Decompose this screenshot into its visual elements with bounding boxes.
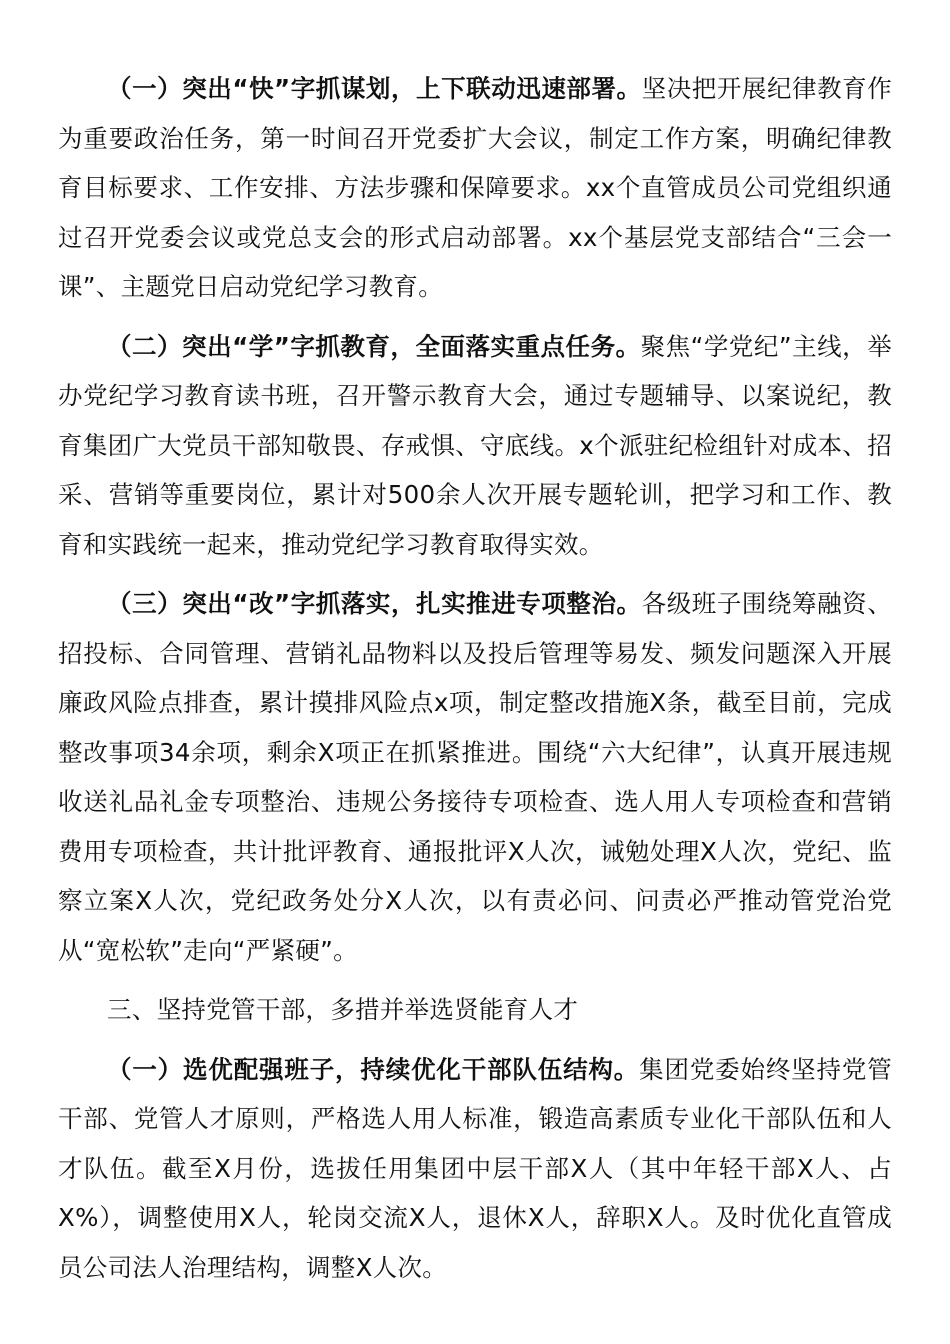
paragraph-4-body: 集团党委始终坚持党管干部、党管人才原则，严格选人用人标准，锻造高素质专业化干部队伍和人才队伍。截至X月份，选拔任用集团中层干部X人（其中年轻干部X人、占X%），调整使用X人，轮岗交流X人，退休X人，辞职X人。及时优化直管成员公司法人治理结构，调整X人次。: [58, 1054, 892, 1282]
section-heading-3: 三、坚持党管干部，多措并举选贤能育人才: [107, 995, 579, 1024]
paragraph-1-body: 坚决把开展纪律教育作为重要政治任务，第一时间召开党委扩大会议，制定工作方案，明确纪律教育目标要求、工作安排、方法步骤和保障要求。xx个直管成员公司党组织通过召开党委会议或党总支会的形式启动部署。xx个基层党支部结合“三会一课”、主题党日启动党纪学习教育。: [58, 74, 893, 301]
paragraph-3: [58, 579, 892, 975]
paragraph-3-body: 各级班子围绕筹融资、招投标、合同管理、营销礼品物料以及投后管理等易发、频发问题深入开展廉政风险点排查，累计摸排风险点x项，制定整改措施X条，截至目前，完成整改事项34余项，剩余X项正在抓紧推进。围绕“六大纪律”，认真开展违规收送礼品礼金专项整治、违规公务接待专项检查、选人用人专项检查和营销费用专项检查，共计批评教育、通报批评X人次，诫勉处理X人次，党纪、监察立案X人次，党纪政务处分X人次，以有责必问、问责必严推动管党治党从“宽松软”走向“严紧硬”。: [58, 589, 893, 965]
paragraph-4-heading: （一）选优配强班子，持续优化干部队伍结构。: [107, 1054, 640, 1084]
paragraph-4: [58, 1045, 892, 1293]
paragraph-2-heading: （二）突出“学”字抓教育，全面落实重点任务。: [107, 331, 641, 361]
paragraph-3-heading: （三）突出“改”字抓落实，扎实推进专项整治。: [107, 589, 642, 618]
document-page: [58, 64, 892, 1302]
paragraph-1: [58, 64, 892, 312]
paragraph-2: [58, 322, 892, 570]
paragraph-1-heading: （一）突出“快”字抓谋划，上下联动迅速部署。: [107, 74, 642, 103]
paragraph-2-body: 聚焦“学党纪”主线，举办党纪学习教育读书班，召开警示教育大会，通过专题辅导、以案说纪，教育集团广大党员干部知敬畏、存戒惧、守底线。x个派驻纪检组针对成本、招采、营销等重要岗位，累计对500余人次开展专题轮训，把学习和工作、教育和实践统一起来，推动党纪学习教育取得实效。: [58, 331, 892, 559]
